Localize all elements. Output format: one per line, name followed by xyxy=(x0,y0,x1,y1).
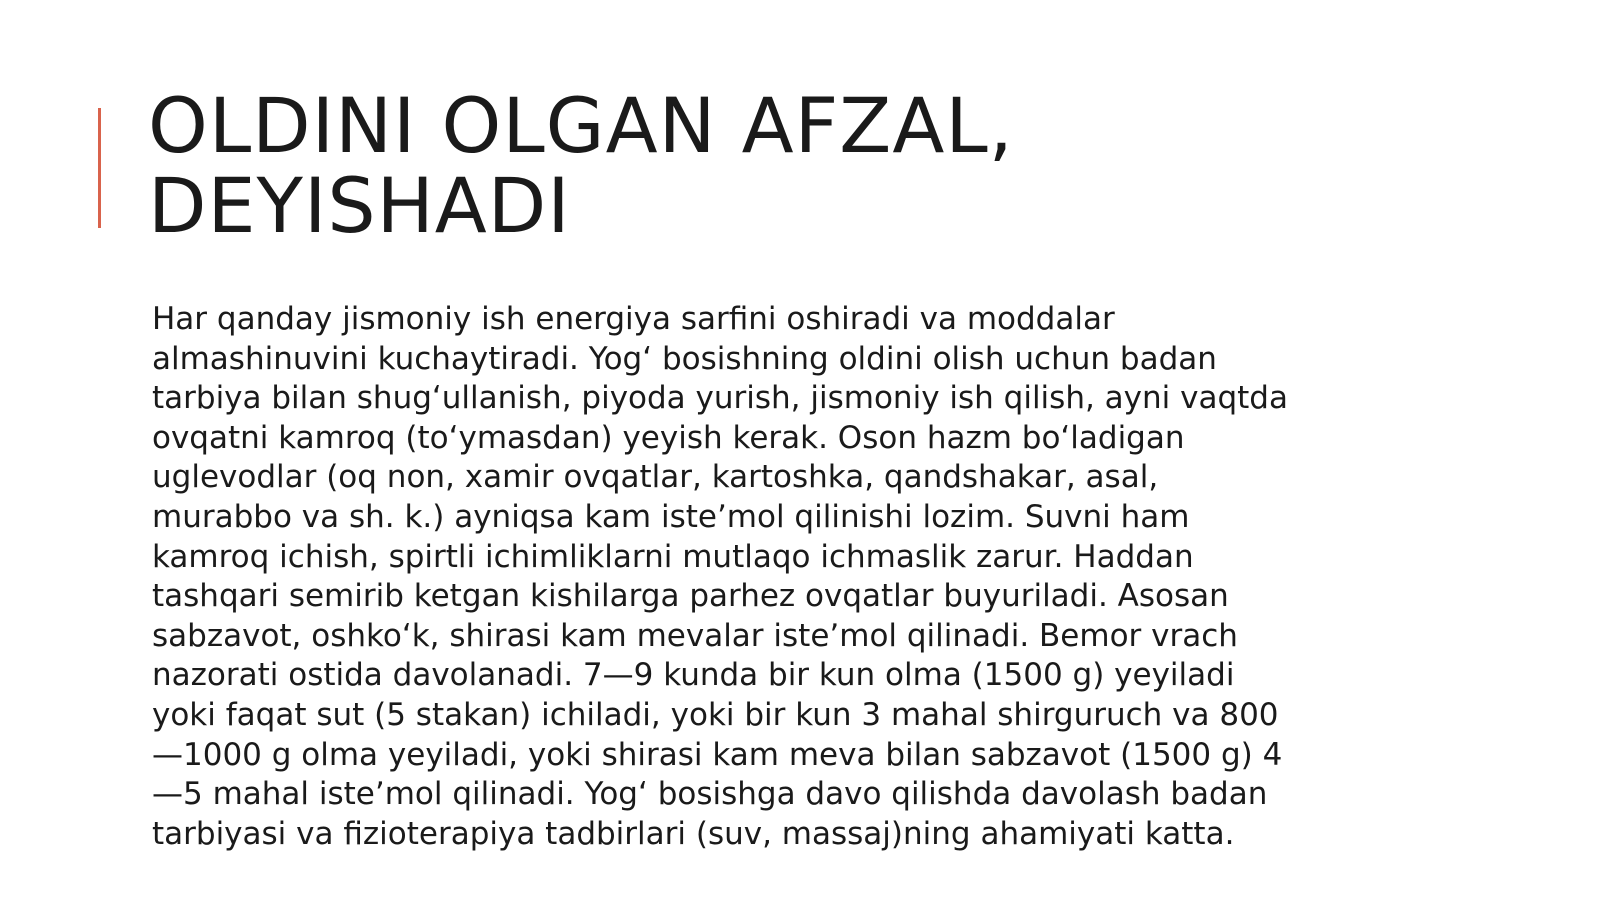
body-text-line: —5 mahal iste’mol qilinadi. Yog‘ bosishga davo qilishda davolash badan xyxy=(152,776,1268,813)
body-text-line: nazorati ostida davolanadi. 7—9 kunda bir kun olma (1500 g) yeyiladi xyxy=(152,657,1235,694)
body-text-line: sabzavot, oshko‘k, shirasi kam mevalar iste’mol qilinadi. Bemor vrach xyxy=(152,617,1238,654)
body-text-line: tarbiyasi va fizioterapiya tadbirlari (suv, massaj)ning ahamiyati katta. xyxy=(152,815,1235,852)
slide-title-line: DEYISHADI xyxy=(148,161,571,250)
slide-title-line: OLDINI OLGAN AFZAL, xyxy=(148,81,1014,170)
body-text-line: ovqatni kamroq (to‘ymasdan) yeyish kerak. Oson hazm bo‘ladigan xyxy=(152,419,1185,456)
body-text-line: —1000 g olma yeyiladi, yoki shirasi kam meva bilan sabzavot (1500 g) 4 xyxy=(152,736,1283,773)
slide-body-text xyxy=(152,300,1412,854)
body-text-line: almashinuvini kuchaytiradi. Yog‘ bosishning oldini olish uchun badan xyxy=(152,340,1217,377)
body-text-line: yoki faqat sut (5 stakan) ichiladi, yoki bir kun 3 mahal shirguruch va 800 xyxy=(152,696,1279,733)
body-text-line: uglevodlar (oq non, xamir ovqatlar, kartoshka, qandshakar, asal, xyxy=(152,459,1159,496)
title-accent-bar xyxy=(98,108,101,228)
body-text-line: tashqari semirib ketgan kishilarga parhez ovqatlar buyuriladi. Asosan xyxy=(152,578,1229,615)
body-text-line: tarbiya bilan shug‘ullanish, piyoda yurish, jismoniy ish qilish, ayni vaqtda xyxy=(152,380,1288,417)
body-text-line: Har qanday jismoniy ish energiya sarfini oshiradi va moddalar xyxy=(152,301,1115,337)
body-text-line: kamroq ichish, spirtli ichimliklarni mutlaqo ichmaslik zarur. Haddan xyxy=(152,538,1194,575)
body-text-line: murabbo va sh. k.) ayniqsa kam iste’mol qilinishi lozim. Suvni ham xyxy=(152,498,1190,535)
slide-title xyxy=(148,81,1448,250)
